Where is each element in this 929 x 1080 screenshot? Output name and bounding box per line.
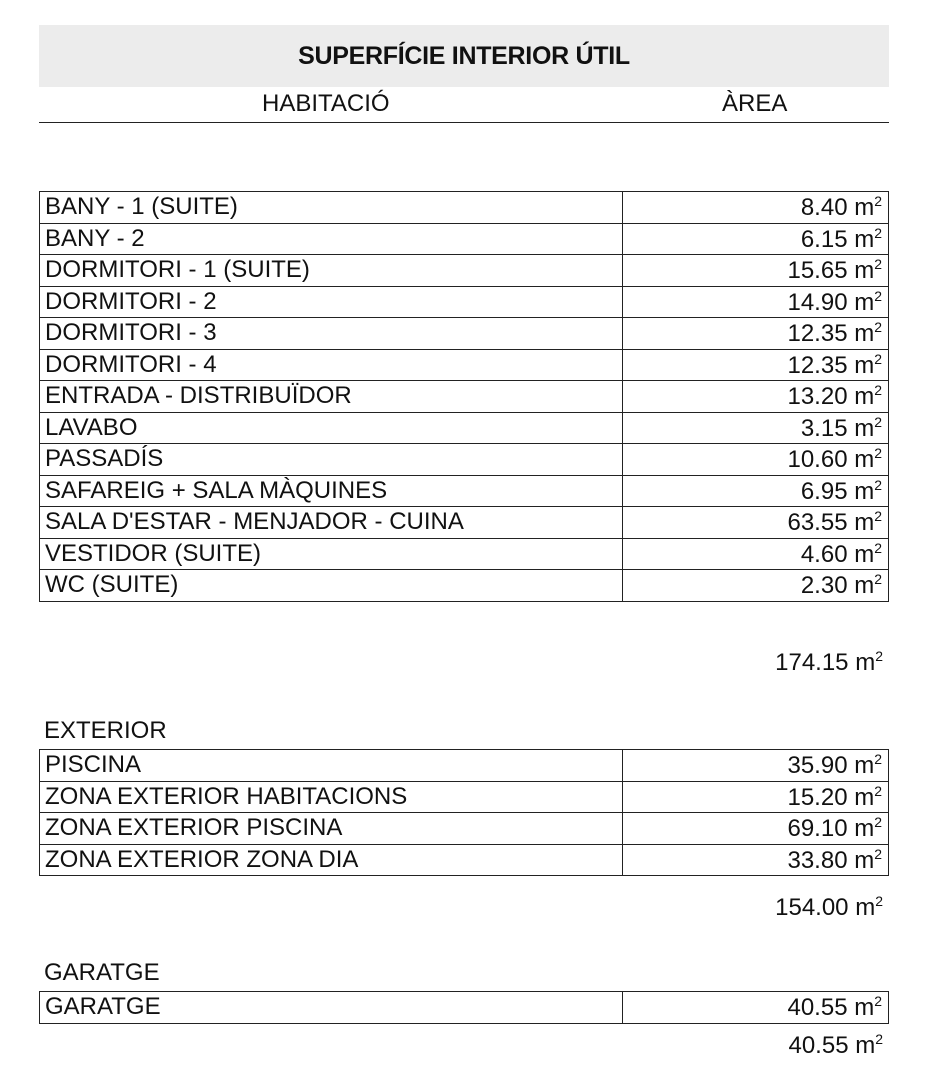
interior-table: [39, 191, 889, 602]
table-row: [40, 570, 889, 602]
table-row: [40, 538, 889, 570]
page-title: [39, 25, 889, 87]
table-row: [40, 444, 889, 476]
table-row: [40, 475, 889, 507]
room-name: LAVABO: [40, 412, 623, 444]
room-area: 6.15 $m^2$: [623, 223, 889, 255]
table-row: [40, 813, 889, 845]
room-name: VESTIDOR (SUITE): [40, 538, 623, 570]
room-area: 69.10 $m^2$: [623, 813, 889, 845]
table-row: [40, 349, 889, 381]
exterior-table: [39, 749, 889, 876]
room-name: SAFAREIG + SALA MÀQUINES: [40, 475, 623, 507]
room-name: WC (SUITE): [40, 570, 623, 602]
room-name: SALA D'ESTAR - MENJADOR - CUINA: [40, 507, 623, 539]
room-area: 3.15 $m^2$: [623, 412, 889, 444]
room-name: DORMITORI - 4: [40, 349, 623, 381]
column-header-area: ÀREA: [722, 90, 788, 117]
room-name: ENTRADA - DISTRIBUÏDOR: [40, 381, 623, 413]
exterior-section-label: EXTERIOR: [44, 717, 167, 744]
table-row: [40, 992, 889, 1024]
room-name: ZONA EXTERIOR ZONA DIA: [40, 844, 623, 876]
room-name: ZONA EXTERIOR PISCINA: [40, 813, 623, 845]
room-area: 33.80 $m^2$: [623, 844, 889, 876]
table-row: [40, 750, 889, 782]
interior-total: 174.15 $m^2$: [775, 648, 883, 676]
room-area: 12.35 $m^2$: [623, 318, 889, 350]
column-header-room: HABITACIÓ: [262, 90, 390, 117]
room-area: 10.60 $m^2$: [623, 444, 889, 476]
room-name: BANY - 1 (SUITE): [40, 192, 623, 224]
room-name: BANY - 2: [40, 223, 623, 255]
table-row: [40, 192, 889, 224]
room-name: DORMITORI - 2: [40, 286, 623, 318]
room-area: 63.55 $m^2$: [623, 507, 889, 539]
table-row: [40, 318, 889, 350]
header-divider: [39, 122, 889, 123]
table-row: [40, 381, 889, 413]
room-name: GARATGE: [40, 992, 623, 1024]
room-name: PISCINA: [40, 750, 623, 782]
room-name: DORMITORI - 3: [40, 318, 623, 350]
garatge-total: 40.55 $m^2$: [788, 1031, 883, 1059]
room-area: 8.40 $m^2$: [623, 192, 889, 224]
garatge-table: [39, 991, 889, 1024]
exterior-total: 154.00 $m^2$: [775, 893, 883, 921]
room-area: 6.95 $m^2$: [623, 475, 889, 507]
room-area: 2.30 $m^2$: [623, 570, 889, 602]
room-area: 14.90 $m^2$: [623, 286, 889, 318]
table-row: [40, 255, 889, 287]
table-row: [40, 507, 889, 539]
garatge-section-label: GARATGE: [44, 959, 160, 986]
table-row: [40, 223, 889, 255]
room-area: 12.35 $m^2$: [623, 349, 889, 381]
room-area: 13.20 $m^2$: [623, 381, 889, 413]
table-row: [40, 286, 889, 318]
room-area: 15.20 $m^2$: [623, 781, 889, 813]
table-row: [40, 412, 889, 444]
table-row: [40, 781, 889, 813]
room-name: DORMITORI - 1 (SUITE): [40, 255, 623, 287]
page-title-text: SUPERFÍCIE INTERIOR ÚTIL: [298, 41, 630, 70]
room-area: 15.65 $m^2$: [623, 255, 889, 287]
table-row: [40, 844, 889, 876]
room-name: ZONA EXTERIOR HABITACIONS: [40, 781, 623, 813]
room-name: PASSADÍS: [40, 444, 623, 476]
room-area: 35.90 $m^2$: [623, 750, 889, 782]
room-area: 40.55 $m^2$: [623, 992, 889, 1024]
room-area: 4.60 $m^2$: [623, 538, 889, 570]
